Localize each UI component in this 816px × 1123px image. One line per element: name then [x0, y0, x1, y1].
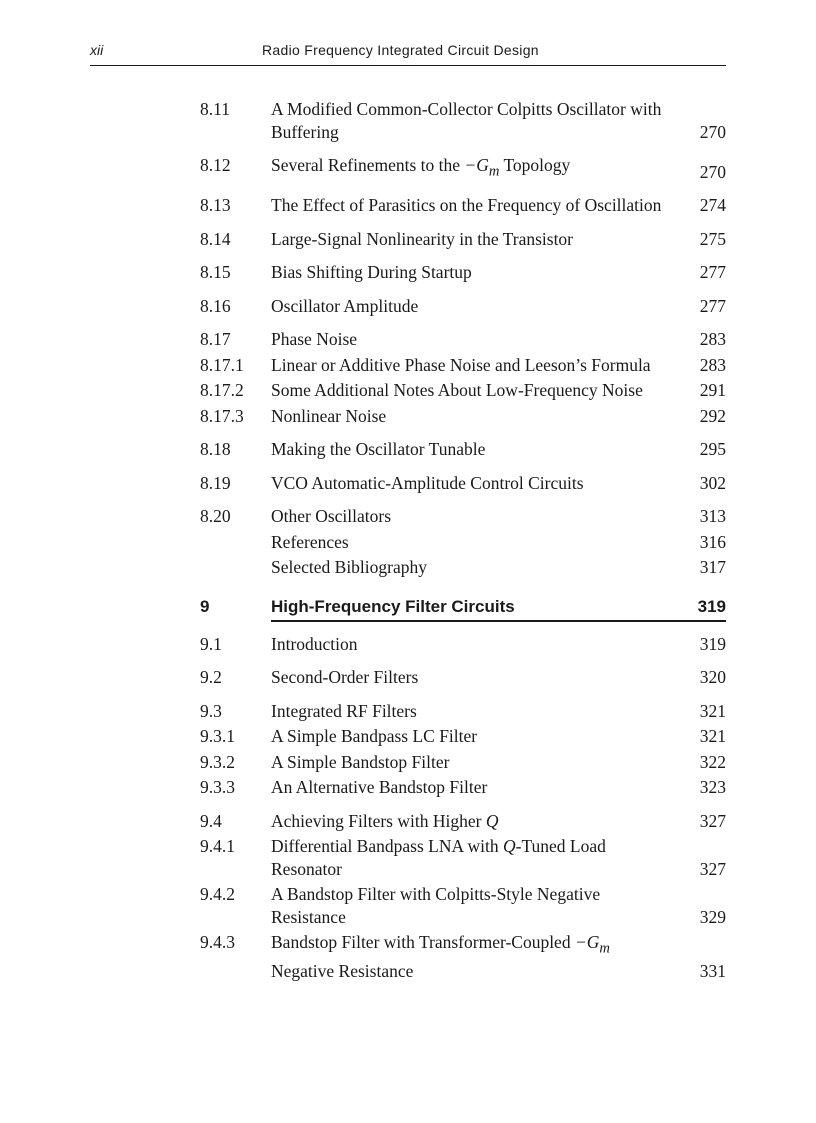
chapter-rule	[271, 620, 726, 622]
page-number: 327	[699, 858, 726, 879]
header-rule	[90, 65, 726, 66]
section-title: The Effect of Parasitics on the Frequency of Oscillation	[271, 195, 662, 215]
title-text: Differential Bandpass LNA with	[271, 836, 503, 856]
toc-entry-9-3-3[interactable]	[200, 776, 726, 799]
section-number: 9.4.3	[200, 932, 235, 952]
title-text: Several Refinements to the	[271, 155, 465, 175]
section-title	[271, 931, 668, 983]
title-text: Achieving Filters with Higher	[271, 810, 486, 831]
section-title: An Alternative Bandstop Filter	[271, 777, 488, 797]
toc-entry-9-4-2[interactable]	[200, 883, 726, 928]
section-number: 9.3.3	[200, 777, 235, 797]
section-number: 8.16	[200, 295, 231, 316]
toc-entry-8-12[interactable]	[200, 154, 726, 183]
section-title: Oscillator Amplitude	[271, 295, 419, 316]
section-title: A Modified Common-Collector Colpitts Oscillator with Buffering	[271, 99, 662, 142]
toc-entry-9-4-1[interactable]	[200, 835, 726, 880]
toc-entry-8-17-2[interactable]	[200, 379, 726, 402]
section-title: Second-Order Filters	[271, 667, 419, 687]
chapter-number: 9	[200, 596, 210, 616]
section-title	[271, 835, 668, 880]
toc-entry-8-17[interactable]	[200, 328, 726, 351]
section-title: Selected Bibliography	[271, 557, 428, 577]
page-number: 277	[699, 262, 726, 282]
section-number: 8.15	[200, 262, 231, 282]
math-subscript: m	[488, 163, 500, 180]
section-number: 8.13	[200, 195, 231, 215]
section-number: 8.17.2	[200, 380, 244, 400]
toc-entry-8-19[interactable]	[200, 472, 726, 495]
page-number: 275	[699, 228, 726, 249]
page-header	[90, 40, 726, 66]
section-number: 8.11	[200, 99, 230, 119]
page-number: 323	[699, 777, 726, 797]
chapter-title: High-Frequency Filter Circuits	[271, 596, 515, 616]
section-title: Nonlinear Noise	[271, 405, 387, 426]
page-number: 291	[699, 380, 726, 400]
section-title: VCO Automatic-Amplitude Control Circuits	[271, 472, 584, 493]
toc-entry-selected-bibliography[interactable]	[200, 556, 726, 579]
title-text: -Tuned Load Resonator	[271, 836, 606, 879]
section-number: 9.1	[200, 633, 222, 654]
section-number: 8.18	[200, 439, 231, 459]
toc-entry-9-3-1[interactable]	[200, 725, 726, 748]
page-number: 277	[699, 295, 726, 316]
title-text: Bandstop Filter with Transformer-Coupled	[271, 932, 575, 952]
page-number: 274	[699, 195, 726, 215]
toc-entry-9-1[interactable]	[200, 633, 726, 656]
math-subscript: m	[599, 940, 610, 957]
section-number: 8.17.3	[200, 405, 244, 426]
section-title: Bias Shifting During Startup	[271, 262, 472, 282]
math-symbol: −G	[464, 155, 489, 175]
section-title: Other Oscillators	[271, 506, 392, 526]
page-number: 319	[697, 596, 726, 616]
section-number: 8.17	[200, 329, 231, 349]
section-title: A Simple Bandstop Filter	[271, 751, 450, 772]
section-number: 8.19	[200, 472, 231, 493]
toc-entry-8-17-1[interactable]	[200, 354, 726, 377]
section-number: 8.20	[200, 506, 231, 526]
toc-entry-8-14[interactable]	[200, 228, 726, 251]
section-number: 9.2	[200, 667, 222, 687]
section-number: 8.14	[200, 228, 231, 249]
math-symbol: Q	[503, 836, 516, 856]
section-title: Introduction	[271, 633, 358, 654]
page-number: 316	[699, 531, 726, 552]
title-text: Topology	[499, 155, 571, 175]
page-number: 313	[699, 506, 726, 526]
table-of-contents	[200, 98, 726, 983]
section-title: A Bandstop Filter with Colpitts-Style Negative Resistance	[271, 884, 601, 927]
running-head: Radio Frequency Integrated Circuit Design	[262, 42, 539, 58]
page-number: 302	[699, 472, 726, 493]
section-title: Large-Signal Nonlinearity in the Transistor	[271, 228, 574, 249]
toc-entry-9-2[interactable]	[200, 666, 726, 689]
section-title: Making the Oscillator Tunable	[271, 439, 486, 459]
section-title: A Simple Bandpass LC Filter	[271, 726, 478, 746]
toc-entry-8-15[interactable]	[200, 261, 726, 284]
toc-entry-references[interactable]	[200, 531, 726, 554]
page-folio: xii	[90, 42, 104, 58]
toc-entry-8-16[interactable]	[200, 295, 726, 318]
page-number: 270	[699, 161, 726, 182]
section-title: References	[271, 531, 349, 552]
section-number: 9.4.2	[200, 884, 235, 904]
page-number: 283	[699, 354, 726, 375]
page-number: 320	[699, 667, 726, 687]
toc-entry-8-17-3[interactable]	[200, 405, 726, 428]
page-number: 321	[699, 726, 726, 746]
toc-chapter-9[interactable]	[200, 596, 726, 622]
toc-entry-9-4-3[interactable]	[200, 931, 726, 983]
toc-entry-9-4[interactable]	[200, 810, 726, 833]
page-number: 322	[699, 751, 726, 772]
section-number: 8.12	[200, 155, 231, 175]
section-title	[271, 810, 668, 833]
toc-entry-8-11[interactable]	[200, 98, 726, 143]
page-number: 319	[699, 633, 726, 654]
section-number: 9.3.1	[200, 726, 235, 746]
section-number: 9.4.1	[200, 836, 235, 856]
page-number: 317	[699, 557, 726, 577]
page-number: 329	[699, 906, 726, 927]
page-number: 321	[699, 700, 726, 721]
section-title: Phase Noise	[271, 329, 358, 349]
section-title: Some Additional Notes About Low-Frequency Noise	[271, 380, 643, 400]
page-number: 327	[699, 810, 726, 831]
page-number: 331	[699, 961, 726, 981]
section-title: Integrated RF Filters	[271, 700, 417, 721]
page-number: 270	[699, 121, 726, 142]
toc-entry-8-18[interactable]	[200, 438, 726, 461]
toc-entry-8-13[interactable]	[200, 194, 726, 217]
section-number: 9.4	[200, 810, 222, 831]
math-symbol: Q	[485, 810, 499, 831]
page-number: 292	[699, 405, 726, 426]
section-number: 9.3	[200, 700, 222, 721]
math-symbol: −G	[574, 932, 600, 952]
page-number: 283	[699, 329, 726, 349]
page-number: 295	[699, 439, 726, 459]
section-title: Linear or Additive Phase Noise and Leeson’s Formula	[271, 354, 651, 375]
toc-entry-8-20[interactable]	[200, 505, 726, 528]
section-number: 9.3.2	[200, 751, 235, 772]
title-text: Negative Resistance	[271, 961, 414, 981]
section-title	[271, 154, 668, 183]
toc-entry-9-3[interactable]	[200, 700, 726, 723]
section-number: 8.17.1	[200, 354, 244, 375]
toc-entry-9-3-2[interactable]	[200, 751, 726, 774]
